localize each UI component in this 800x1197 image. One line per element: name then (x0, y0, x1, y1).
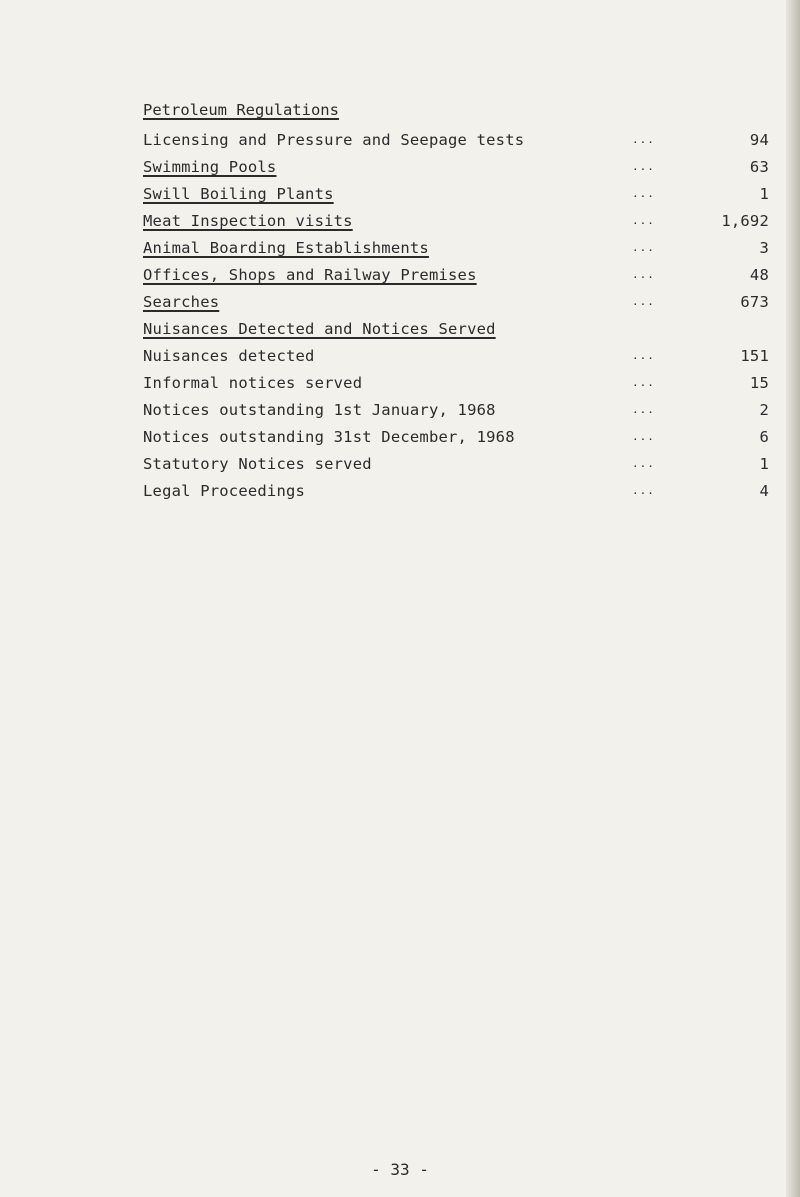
table-row (143, 482, 783, 508)
section-heading: Petroleum Regulations (143, 101, 339, 119)
row-label: Swill Boiling Plants (143, 185, 334, 203)
row-value: 4 (759, 482, 769, 500)
page-number: - 33 - (371, 1160, 429, 1179)
leader-dots: ... (632, 457, 655, 470)
leader-dots: ... (632, 376, 655, 389)
leader-dots: ... (632, 160, 655, 173)
page-edge-shadow (786, 0, 800, 1197)
table-row (143, 401, 783, 427)
row-label: Statutory Notices served (143, 455, 372, 473)
table-row (143, 455, 783, 481)
leader-dots: ... (632, 295, 655, 308)
row-value: 48 (749, 266, 769, 284)
subsection-heading-row (143, 320, 783, 346)
table-row (143, 293, 783, 319)
leader-dots: ... (632, 349, 655, 362)
row-value: 94 (749, 131, 769, 149)
leader-dots: ... (632, 214, 655, 227)
row-value: 3 (759, 239, 769, 257)
row-label: Swimming Pools (143, 158, 277, 176)
table-row (143, 131, 783, 157)
row-value: 151 (740, 347, 769, 365)
row-value: 63 (749, 158, 769, 176)
table-row (143, 374, 783, 400)
table-row (143, 428, 783, 454)
row-value: 673 (740, 293, 769, 311)
row-label: Offices, Shops and Railway Premises (143, 266, 477, 284)
table-row (143, 347, 783, 373)
row-label: Nuisances detected (143, 347, 315, 365)
row-label: Notices outstanding 31st December, 1968 (143, 428, 515, 446)
leader-dots: ... (632, 430, 655, 443)
row-label: Informal notices served (143, 374, 363, 392)
table-row (143, 158, 783, 184)
table-row (143, 212, 783, 238)
row-value: 2 (759, 401, 769, 419)
row-label: Legal Proceedings (143, 482, 306, 500)
row-label: Animal Boarding Establishments (143, 239, 429, 257)
table-row (143, 266, 783, 292)
leader-dots: ... (632, 484, 655, 497)
row-value: 15 (749, 374, 769, 392)
row-label: Meat Inspection visits (143, 212, 353, 230)
leader-dots: ... (632, 187, 655, 200)
leader-dots: ... (632, 133, 655, 146)
leader-dots: ... (632, 268, 655, 281)
row-label: Searches (143, 293, 220, 311)
row-value: 1 (759, 185, 769, 203)
leader-dots: ... (632, 403, 655, 416)
row-label: Notices outstanding 1st January, 1968 (143, 401, 496, 419)
table-row (143, 185, 783, 211)
row-value: 1,692 (721, 212, 769, 230)
row-value: 6 (759, 428, 769, 446)
table-row (143, 239, 783, 265)
row-value: 1 (759, 455, 769, 473)
leader-dots: ... (632, 241, 655, 254)
subsection-heading: Nuisances Detected and Notices Served (143, 320, 496, 338)
row-label: Licensing and Pressure and Seepage tests (143, 131, 525, 149)
